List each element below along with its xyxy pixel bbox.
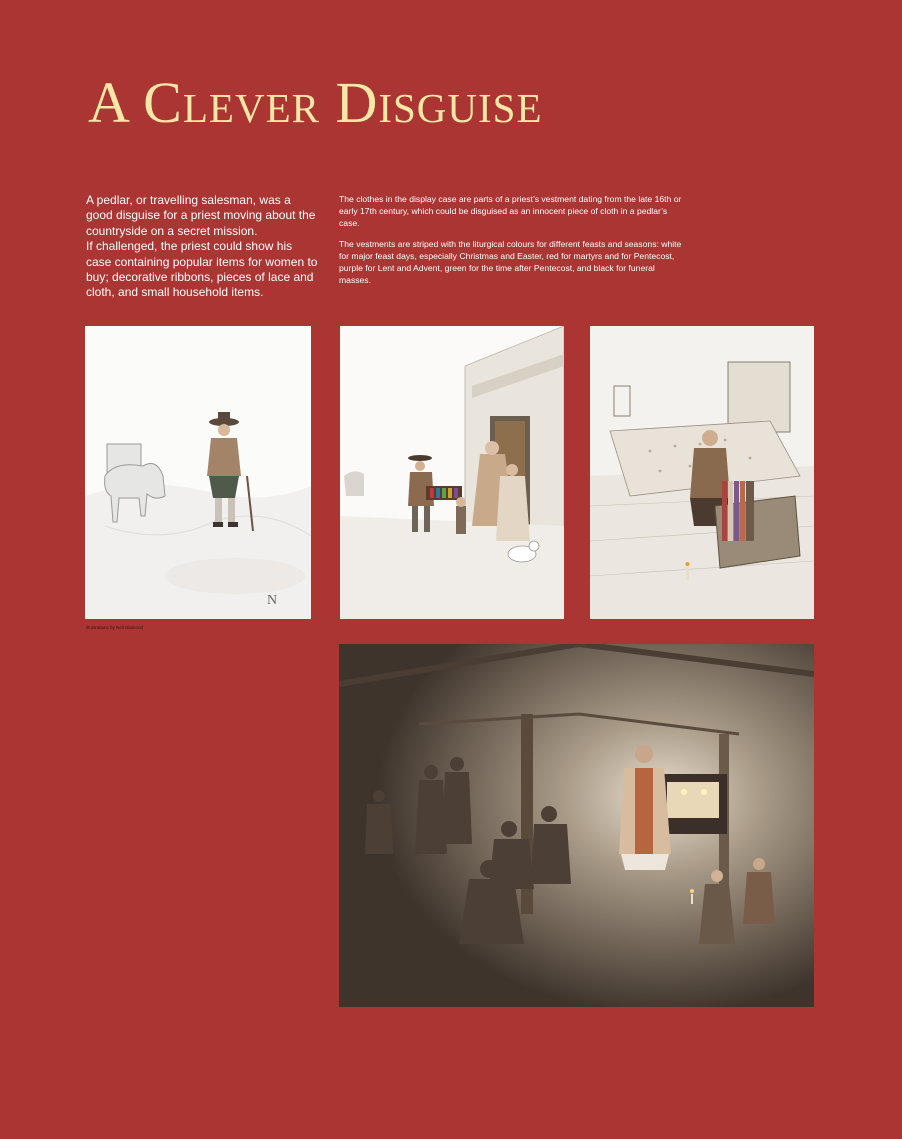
intro-paragraph-1: A pedlar, or travelling salesman, was a good disguise for a priest moving about the countryside on a secret mission. bbox=[86, 193, 316, 238]
illustration-pedlar-at-door bbox=[340, 326, 564, 619]
illustration-priest-with-vestments bbox=[590, 326, 814, 619]
note-paragraph-1: The clothes in the display case are parts of a priest’s vestment dating from the late 16th or early 17th century, which could be disguised as an innocent piece of cloth in a pedlar’s case. bbox=[339, 194, 682, 229]
illustration-secret-mass bbox=[339, 644, 814, 1007]
note-paragraph-2: The vestments are striped with the liturgical colours for different feasts and seasons: white for major feast days, especially Christmas and Easter, red for martyrs and for Pentecost, purple for Lent and Advent, green for the time after Pentecost, and black for funeral masses. bbox=[339, 238, 682, 286]
intro-text bbox=[86, 193, 318, 301]
intro-paragraph-2: If challenged, the priest could show his case containing popular items for women to buy; decorative ribbons, pieces of lace and cloth, and small household items. bbox=[86, 239, 318, 300]
illustration-credit: Illustrations by Neil Diamond bbox=[86, 625, 144, 630]
svg-text:N: N bbox=[267, 593, 278, 608]
vestment-note bbox=[339, 193, 685, 294]
illustration-pedlar-with-horse bbox=[85, 326, 311, 619]
page-title: A Clever Disguise bbox=[88, 70, 543, 135]
